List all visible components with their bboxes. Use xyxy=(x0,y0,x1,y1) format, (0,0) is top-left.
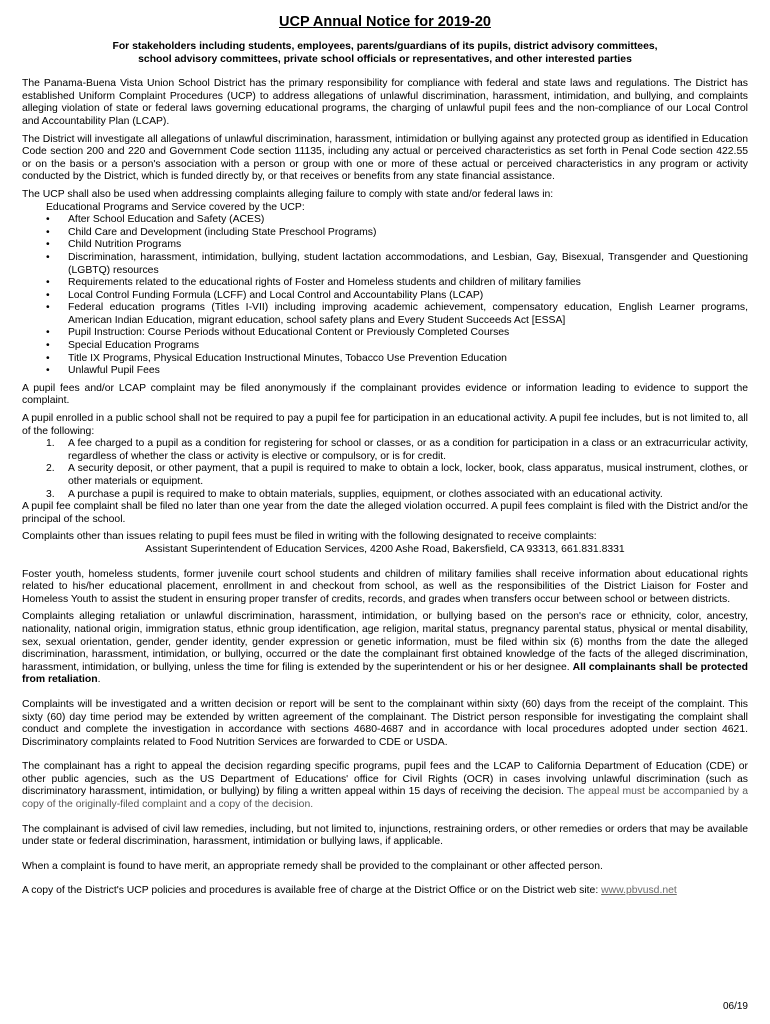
list-item xyxy=(46,438,748,463)
contact-address: Assistant Superintendent of Education Services, 4200 Ashe Road, Bakersfield, CA 93313, 661.831.8331 xyxy=(145,543,625,555)
list-number: 3. xyxy=(46,488,55,500)
filing-contact-section xyxy=(22,531,748,556)
programs-list xyxy=(22,214,748,378)
list-item: • Requirements related to the educational rights of Foster and Homeless students and children of military families xyxy=(68,277,748,290)
paragraph-investigation-scope: The District will investigate all allegations of unlawful discrimination, harassment, intimidation or bullying against any protected group as identified in Education Code section 200 and 220 and Government Code section 11135, including any actual or perceived characteristics as set forth in Penal Code section 422.55 or on the basis or a person's association with a person or group with one or more of these actual or perceived characteristics in any program or activity conducted by the District, which is funded directly by, or that receives or benefits from any state financial assistance. xyxy=(22,133,748,183)
paragraph-ucp-usage: The UCP shall also be used when addressing complaints alleging failure to comply with state and/or federal laws in: xyxy=(22,188,554,200)
ucp-coverage-section xyxy=(22,189,748,378)
page-title: UCP Annual Notice for 2019-20 xyxy=(279,14,491,30)
subtitle-line-2: school advisory committees, private school officials or representatives, and other interested parties xyxy=(138,53,632,65)
list-item: • Federal education programs (Titles I-VII) including improving academic achievement, compensatory education, English Learner programs, American Indian Education, migrant education, school safety plans and Every Student Succeeds Act [ESSA] xyxy=(68,302,748,327)
subtitle-line-1: For stakeholders including students, employees, parents/guardians of its pupils, district advisory committees, xyxy=(112,41,658,52)
appeal-text: The complainant has a right to appeal the decision regarding specific programs, pupil fees and the LCAP to California Department of Education (CDE) or other public agencies, such as the US Department of Educations' office for Civil Rights (OCR) in cases involving unlawful discrimination (such as discriminatory harassment, intimidation, or bullying) by filing a written appeal within 15 days of receiving the decision. xyxy=(22,761,748,798)
paragraph-appeal xyxy=(22,761,748,811)
appeal-grey-text: The appeal must be accompanied by a copy of the originally-filed complaint and a copy of the decision. xyxy=(22,786,749,811)
paragraph-anonymous-complaint: A pupil fees and/or LCAP complaint may be filed anonymously if the complainant provides evidence or information leading to evidence to support the complaint. xyxy=(22,382,748,407)
paragraph-fee-deadline: A pupil fee complaint shall be filed no later than one year from the date the alleged violation occurred. A pupil fees complaint is filed with the District and/or the principal of the school. xyxy=(22,501,748,525)
retaliation-end: . xyxy=(97,674,101,686)
retaliation-bold: All complainants shall be protected from retaliation xyxy=(22,661,748,686)
list-number: 1. xyxy=(46,438,55,450)
paragraph-civil-remedies: The complainant is advised of civil law remedies, including, but not limited to, injunctions, restraining orders, or other remedies or orders that may be available under state or federal discrimination, harassment, intimidation or bullying laws, if applicable. xyxy=(22,823,748,848)
list-text: A purchase a pupil is required to make to obtain materials, supplies, equipment, or clothes associated with an educational activity. xyxy=(68,488,663,500)
list-item: • Special Education Programs xyxy=(68,340,748,353)
list-text: A fee charged to a pupil as a condition for registering for school or classes, or as a condition for participation in a class or an extracurricular activity, regardless of whether the class or activity is elective or compulsory, or is for credit. xyxy=(68,438,748,462)
list-text: A security deposit, or other payment, that a pupil is required to make to obtain a lock, locker, book, class apparatus, musical instrument, clothes, or other materials or equipment. xyxy=(68,463,748,487)
version-date: 06/19 xyxy=(722,1001,748,1013)
policy-copy-text: A copy of the District's UCP policies and procedures is available free of charge at the District Office or on the District web site: xyxy=(22,885,599,897)
paragraph-pupil-fee: A pupil enrolled in a public school shall not be required to pay a pupil fee for participation in an educational activity. A pupil fee includes, but is not limited to, all of the following: xyxy=(22,413,748,437)
list-item: • Title IX Programs, Physical Education Instructional Minutes, Tobacco Use Prevention Education xyxy=(68,353,748,366)
pupil-fee-section xyxy=(22,413,748,526)
retaliation-text: Complaints alleging retaliation or unlawful discrimination, harassment, intimidation, or bullying based on the person's race or ethnicity, color, ancestry, nationality, national origin, immigration status, ethnic group identification, age religion, marital status, pregnancy parental status, physical or mental disability, sex, sexual orientation, gender, gender identity, gender expression or genetic information, must be filed within six (6) months from the date the alleged discrimination, harassment, intimidation, or bullying, occurred or the date the complainant first obtained knowledge of the facts of the alleged discrimination, harassment, intimidation, or bullying, unless the time for filing is extended by the superintendent or his or her designee. xyxy=(22,611,748,673)
list-item: • After School Education and Safety (ACES) xyxy=(68,214,748,227)
list-item xyxy=(46,488,748,502)
stakeholders-subtitle xyxy=(22,41,748,66)
programs-intro: Educational Programs and Service covered by the UCP: xyxy=(46,201,305,213)
district-website-link[interactable]: www.pbvusd.net xyxy=(601,885,677,897)
fees-list xyxy=(22,438,748,501)
list-item: • Child Nutrition Programs xyxy=(68,239,748,252)
paragraph-investigation-timeline: Complaints will be investigated and a written decision or report will be sent to the complainant within sixty (60) days from the receipt of the complaint. This sixty (60) day time period may be extended by written agreement of the complainant. The District person responsible for investigating the complaint shall conduct and complete the investigation in accordance with sections 4680-4687 and in accordance with local procedures adopted under section 4621. Discriminatory complaints related to Food Nutrition Services are forwarded to CDE or USDA. xyxy=(22,698,748,748)
list-item: • Pupil Instruction: Course Periods without Educational Content or Previously Completed Courses xyxy=(68,327,748,340)
list-item: • Local Control Funding Formula (LCFF) and Local Control and Accountability Plans (LCAP) xyxy=(68,290,748,303)
paragraph-responsibility: The Panama-Buena Vista Union School District has the primary responsibility for compliance with federal and state laws and regulations. The District has established Uniform Complaint Procedures (UCP) to address allegations of unlawful discrimination, harassment, intimidation, and bullying, and complaints alleging violation of state or federal laws governing educational programs, the charging of unlawful pupil fees and the non-compliance of our Local Control and Accountability Plan (LCAP). xyxy=(22,78,748,127)
list-item: • Discrimination, harassment, intimidation, bullying, student lactation accommodations, and Lesbian, Gay, Bisexual, Transgender and Questioning (LGBTQ) resources xyxy=(68,252,748,277)
list-number: 2. xyxy=(46,463,55,475)
paragraph-policy-copy xyxy=(22,885,748,898)
paragraph-foster-youth: Foster youth, homeless students, former juvenile court school students and children of military families shall receive information about educational rights related to his/her educational placement, enrollment in and checkout from school, as well as the responsibilities of the District Liaison for Foster and Homeless Youth to assist the student in ensuring proper transfer of credits, records, and grades when transfers occur between school or between districts. xyxy=(22,568,748,605)
list-item xyxy=(46,463,748,488)
list-item: • Unlawful Pupil Fees xyxy=(68,365,748,378)
paragraph-filing: Complaints other than issues relating to pupil fees must be filed in writing with the following designated to receive complaints: xyxy=(22,531,597,543)
list-item: • Child Care and Development (including State Preschool Programs) xyxy=(68,227,748,240)
paragraph-remedy: When a complaint is found to have merit, an appropriate remedy shall be provided to the complainant or other affected person. xyxy=(22,860,603,872)
paragraph-retaliation xyxy=(22,611,748,687)
